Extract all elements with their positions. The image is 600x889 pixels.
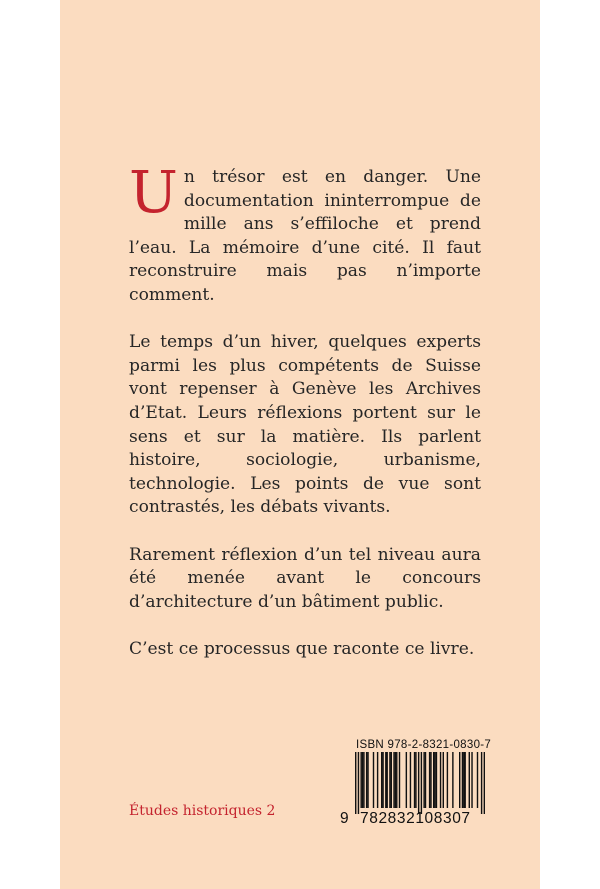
barcode-bar: [433, 752, 434, 808]
barcode-bar: [410, 752, 411, 808]
barcode-bar: [360, 752, 361, 808]
barcode-bar: [389, 752, 390, 808]
barcode-bar: [429, 752, 430, 808]
barcode-bar: [464, 752, 465, 808]
barcode-bar: [459, 752, 460, 808]
barcode-bar: [393, 752, 394, 808]
barcode-bar: [395, 752, 396, 808]
barcode-bar: [355, 752, 356, 814]
barcode-bar: [469, 752, 470, 808]
barcode-bars: [355, 752, 485, 814]
blurb-paragraph-1: [129, 158, 481, 308]
barcode-first-digit: 9: [340, 810, 349, 827]
barcode-bar: [377, 752, 378, 808]
barcode-bar: [381, 752, 382, 808]
blurb-paragraph-4: C’est ce processus que raconte ce livre.: [129, 638, 475, 659]
barcode-bar: [447, 752, 448, 808]
barcode-bar: [443, 752, 444, 808]
cover-blurb: [129, 158, 481, 685]
barcode-bar: [440, 752, 441, 808]
barcode-bar: [399, 752, 400, 808]
blurb-paragraph-2: Le temps d’un hiver, quelques experts parmi les plus compétents de Suisse vont repenser à Genève les Archives d’Etat. Leurs réflexions portent sur le sens et sur la matière. Ils parlent histoire, sociologie, urbanisme, technologie. Les points de vue sont contrastés, les débats vivants.: [129, 332, 481, 518]
isbn-label: ISBN 978-2-8321-0830-7: [356, 739, 492, 751]
barcode-bar: [452, 752, 453, 808]
drop-cap: U: [129, 158, 178, 226]
barcode-bar: [421, 752, 422, 814]
barcode-bar: [481, 752, 482, 814]
series-title: Études historiques 2: [129, 803, 276, 819]
barcode-bar: [477, 752, 478, 808]
barcode-bar: [471, 752, 472, 808]
barcode-bar: [463, 752, 464, 808]
barcode: [355, 752, 485, 814]
barcode-bar: [434, 752, 435, 808]
barcode-bar: [363, 752, 364, 808]
barcode-bar: [406, 752, 407, 808]
barcode-bar: [430, 752, 431, 808]
barcode-bar: [423, 752, 424, 808]
barcode-bar: [385, 752, 386, 808]
blurb-paragraph-1-text: n trésor est en danger. Une documentation ininterrompue de mille ans s’effiloche et prend l’eau. La mémoire d’une cité. Il faut reconstruire mais pas n’importe comment.: [129, 167, 481, 305]
barcode-bar: [436, 752, 437, 808]
barcode-bar: [386, 752, 387, 808]
barcode-bar: [484, 752, 485, 814]
barcode-number: 782832108307: [360, 810, 471, 827]
barcode-bar: [462, 752, 463, 808]
blurb-paragraph-3: Rarement réflexion d’un tel niveau aura été menée avant le concours d’architecture d’un bâtiment public.: [129, 544, 481, 612]
barcode-bar: [418, 752, 419, 814]
barcode-bar: [382, 752, 383, 808]
barcode-bar: [362, 752, 363, 808]
barcode-bar: [425, 752, 426, 808]
barcode-bar: [366, 752, 367, 808]
barcode-bar: [373, 752, 374, 808]
barcode-bar: [414, 752, 415, 808]
barcode-bar: [391, 752, 392, 808]
barcode-bar: [415, 752, 416, 808]
barcode-bar: [396, 752, 397, 808]
barcode-bar: [367, 752, 368, 808]
barcode-bar: [358, 752, 359, 814]
